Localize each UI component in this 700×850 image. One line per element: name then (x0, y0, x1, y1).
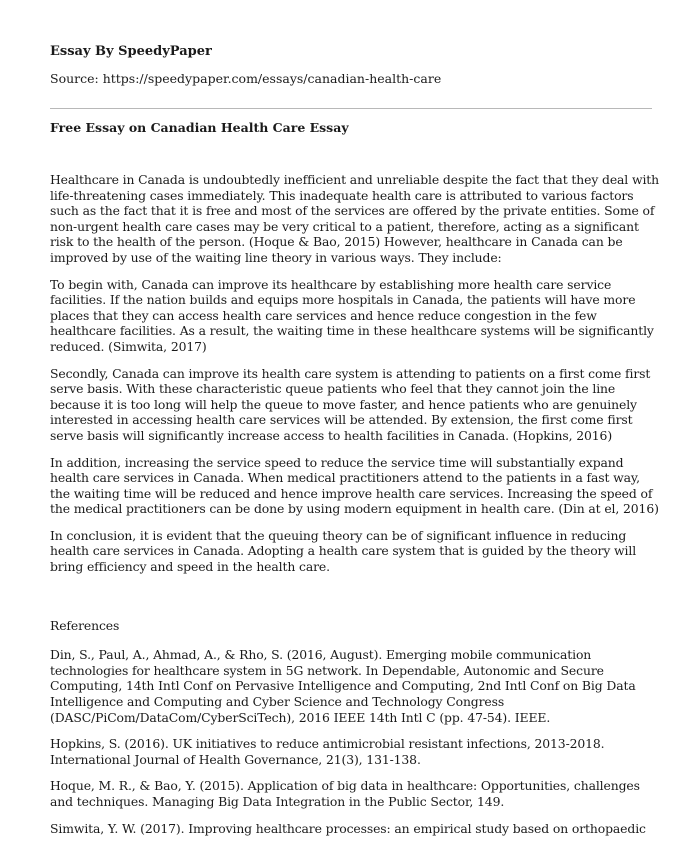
paragraph-first-come: Secondly, Canada can improve its health care system is attending to patients on a first come first serve basis. With these characteristic queue patients who feel that they cannot join the line because it is too long will help the queue to move faster, and hence patients who are genuinely interested in accessing health care services will be attended. By extension, the first come first serve basis will significantly increase access to health facilities in Canada. (Hopkins, 2016) (50, 365, 651, 443)
paragraph-service-speed: In addition, increasing the service speed to reduce the service time will substantially expand health care services in Canada. When medical practitioners attend to the patients in a fast way, the waiting time will be reduced and hence improve health care services. Increasing the speed of the medical practitioners can be done by using modern equipment in health care. (Din at el, 2016) (50, 454, 659, 517)
reference-item: Simwita, Y. W. (2017). Improving healthcare processes: an empirical study based on orthopaedic (50, 820, 646, 836)
reference-item: Din, S., Paul, A., Ahmad, A., & Rho, S. (2016, August). Emerging mobile communication technologies for healthcare system in 5G network. In Dependable, Autonomic and Secure Computing, 14th Intl Conf on Pervasive Intelligence and Computing, 2nd Intl Conf on Big Data Intelligence and Computing and Cyber Science and Technology Congress (DASC/PiCom/DataCom/CyberSciTech), 2016 IEEE 14th Intl C (pp. 47-54). IEEE. (50, 647, 636, 725)
paragraph-facilities: To begin with, Canada can improve its healthcare by establishing more health care service facilities. If the nation builds and equips more hospitals in Canada, the patients will have more places that they can access health care services and hence reduce congestion in the few healthcare facilities. As a result, the waiting time in these healthcare systems will be significantly reduced. (Simwita, 2017) (50, 276, 654, 354)
header-divider (50, 108, 652, 109)
paragraph-conclusion: In conclusion, it is evident that the queuing theory can be of significant influence in reducing health care services in Canada. Adopting a health care system that is guided by the theory will bring efficiency and speed in the health care. (50, 527, 637, 575)
paragraph-intro: Healthcare in Canada is undoubtedly inefficient and unreliable despite the fact that they deal with life-threatening cases immediately. This inadequate health care is attributed to various factors such as the fact that it is free and most of the services are offered by the private entities. Some of non-urgent health care cases may be very critical to a patient, therefore, acting as a significant risk to the health of the person. (Hoque & Bao, 2015) However, healthcare in Canada can be improved by use of the waiting line theory in various ways. They include: (50, 172, 660, 265)
essay-title: Free Essay on Canadian Health Care Essay (50, 120, 349, 135)
references-heading: References (50, 617, 120, 633)
document-header-title: Essay By SpeedyPaper (50, 44, 212, 59)
reference-item: Hopkins, S. (2016). UK initiatives to reduce antimicrobial resistant infections, 2013-2018. International Journal of Health Governance, 21(3), 131-138. (50, 736, 605, 767)
source-line: Source: https://speedypaper.com/essays/canadian-health-care (50, 71, 442, 86)
reference-item: Hoque, M. R., & Bao, Y. (2015). Application of big data in healthcare: Opportunities, challenges and techniques. Managing Big Data Integration in the Public Sector, 149. (50, 778, 640, 809)
essay-body (50, 172, 660, 847)
